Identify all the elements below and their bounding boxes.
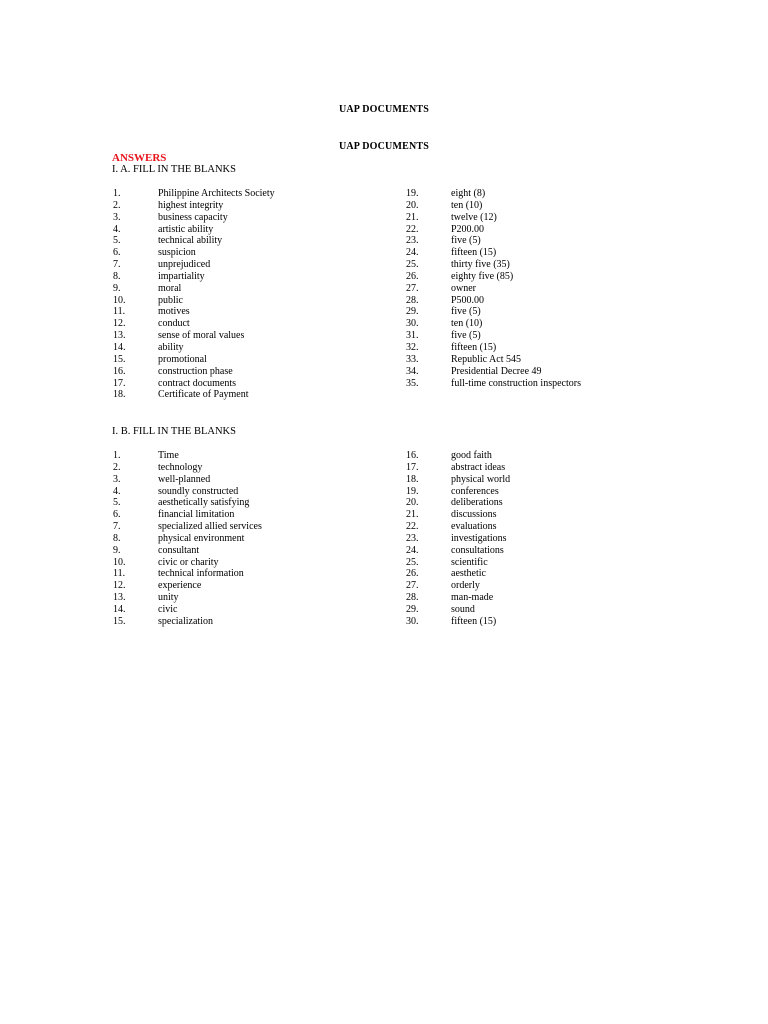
answer-text: consultant bbox=[158, 544, 200, 556]
answer-text: ten (10) bbox=[451, 318, 483, 330]
answer-number: 27. bbox=[406, 282, 419, 294]
answer-number: 15. bbox=[113, 615, 126, 627]
answer-text: unprejudiced bbox=[158, 259, 211, 271]
section-a-title: I. A. FILL IN THE BLANKS bbox=[112, 164, 236, 175]
answer-text: physical world bbox=[451, 473, 511, 485]
answer-text: promotional bbox=[158, 353, 207, 365]
answer-text: Republic Act 545 bbox=[451, 353, 521, 365]
answer-number: 28. bbox=[406, 592, 419, 604]
answer-text: fifteen (15) bbox=[451, 247, 497, 259]
answer-number: 20. bbox=[406, 199, 419, 211]
answer-number: 26. bbox=[406, 270, 419, 282]
answer-text: financial limitation bbox=[158, 509, 235, 521]
answer-text: man-made bbox=[451, 592, 494, 604]
answer-number: 10. bbox=[113, 556, 126, 568]
answer-number: 21. bbox=[406, 509, 419, 521]
answer-text: consultations bbox=[451, 544, 504, 556]
answer-number: 24. bbox=[406, 247, 419, 259]
answer-number: 29. bbox=[406, 306, 419, 318]
answer-number: 13. bbox=[113, 592, 126, 604]
answer-text: P200.00 bbox=[451, 223, 485, 235]
answer-number: 11. bbox=[113, 568, 126, 580]
answer-text: Certificate of Payment bbox=[158, 389, 249, 401]
answer-text: aesthetic bbox=[451, 568, 486, 580]
answer-text: ability bbox=[158, 341, 184, 353]
answer-number: 30. bbox=[406, 615, 419, 627]
answer-number: 8. bbox=[113, 532, 121, 544]
answer-number: 23. bbox=[406, 532, 419, 544]
answer-number: 9. bbox=[113, 544, 121, 556]
answer-text: five (5) bbox=[451, 306, 481, 318]
answer-number: 17. bbox=[406, 461, 419, 473]
answer-number: 9. bbox=[113, 282, 121, 294]
answer-text: Presidential Decree 49 bbox=[451, 365, 542, 377]
answer-text: fifteen (15) bbox=[451, 341, 497, 353]
answer-text: contract documents bbox=[158, 377, 237, 389]
answer-number: 12. bbox=[113, 318, 126, 330]
answer-text: specialized allied services bbox=[158, 521, 262, 533]
answer-text: five (5) bbox=[451, 330, 481, 342]
answer-number: 5. bbox=[113, 235, 121, 247]
answer-text: civic bbox=[158, 603, 178, 615]
answer-number: 23. bbox=[406, 235, 419, 247]
answer-text: technical information bbox=[158, 568, 244, 580]
answer-number: 27. bbox=[406, 580, 419, 592]
answer-text: motives bbox=[158, 306, 190, 318]
answer-number: 11. bbox=[113, 306, 126, 318]
answer-number: 7. bbox=[113, 259, 121, 271]
answer-number: 28. bbox=[406, 294, 419, 306]
answer-text: unity bbox=[158, 592, 179, 604]
answer-text: investigations bbox=[451, 532, 507, 544]
answer-number: 32. bbox=[406, 341, 419, 353]
answer-text: physical environment bbox=[158, 532, 245, 544]
answer-text: abstract ideas bbox=[451, 461, 506, 473]
answer-number: 10. bbox=[113, 294, 126, 306]
answer-number: 19. bbox=[406, 485, 419, 497]
answer-number: 25. bbox=[406, 556, 419, 568]
answer-text: highest integrity bbox=[158, 199, 224, 211]
answer-text: discussions bbox=[451, 509, 497, 521]
answer-number: 18. bbox=[406, 473, 419, 485]
answer-text: civic or charity bbox=[158, 556, 219, 568]
answer-number: 16. bbox=[113, 365, 126, 377]
answer-number: 5. bbox=[113, 497, 121, 509]
answer-text: technical ability bbox=[158, 235, 223, 247]
answer-number: 14. bbox=[113, 341, 126, 353]
answer-number: 20. bbox=[406, 497, 419, 509]
answer-text: deliberations bbox=[451, 497, 503, 509]
answer-number: 17. bbox=[113, 377, 126, 389]
answer-number: 13. bbox=[113, 330, 126, 342]
answer-text: public bbox=[158, 294, 183, 306]
answer-number: 4. bbox=[113, 485, 121, 497]
answer-number: 6. bbox=[113, 509, 121, 521]
answer-number: 8. bbox=[113, 270, 121, 282]
answer-number: 2. bbox=[113, 461, 121, 473]
answer-number: 14. bbox=[113, 603, 126, 615]
answer-number: 24. bbox=[406, 544, 419, 556]
answer-number: 31. bbox=[406, 330, 419, 342]
answer-number: 19. bbox=[406, 188, 419, 199]
answer-text: five (5) bbox=[451, 235, 481, 247]
answer-number: 30. bbox=[406, 318, 419, 330]
answer-number: 25. bbox=[406, 259, 419, 271]
answer-text: sound bbox=[451, 603, 475, 615]
answer-text: thirty five (35) bbox=[451, 259, 510, 271]
answer-text: conferences bbox=[451, 485, 499, 497]
answer-text: good faith bbox=[451, 450, 492, 461]
answer-text: twelve (12) bbox=[451, 211, 497, 223]
answer-text: aesthetically satisfying bbox=[158, 497, 250, 509]
answer-text: experience bbox=[158, 580, 202, 592]
answer-text: fifteen (15) bbox=[451, 615, 497, 627]
answer-number: 18. bbox=[113, 389, 126, 401]
answer-number: 34. bbox=[406, 365, 419, 377]
answer-text: scientific bbox=[451, 556, 488, 568]
answer-number: 7. bbox=[113, 521, 121, 533]
answer-text: soundly constructed bbox=[158, 485, 239, 497]
answer-text: orderly bbox=[451, 580, 480, 592]
answer-text: artistic ability bbox=[158, 223, 214, 235]
answer-text: technology bbox=[158, 461, 203, 473]
answer-number: 12. bbox=[113, 580, 126, 592]
answer-number: 16. bbox=[406, 450, 419, 461]
answer-text: conduct bbox=[158, 318, 190, 330]
answer-number: 1. bbox=[113, 188, 121, 199]
answer-text: eight (8) bbox=[451, 188, 486, 199]
answers-label: ANSWERS bbox=[112, 152, 167, 164]
answer-text: well-planned bbox=[158, 473, 211, 485]
answer-text: suspicion bbox=[158, 247, 196, 259]
answer-number: 22. bbox=[406, 223, 419, 235]
answer-number: 33. bbox=[406, 353, 419, 365]
answer-number: 21. bbox=[406, 211, 419, 223]
answer-text: owner bbox=[451, 282, 476, 294]
answer-text: business capacity bbox=[158, 211, 228, 223]
answer-text: full-time construction inspectors bbox=[451, 377, 581, 389]
answer-number: 1. bbox=[113, 450, 121, 461]
section-b-title: I. B. FILL IN THE BLANKS bbox=[112, 426, 236, 437]
document-subheader: UAP DOCUMENTS bbox=[338, 141, 430, 152]
answer-text: evaluations bbox=[451, 521, 497, 533]
answer-text: Time bbox=[158, 450, 179, 461]
answer-text: P500.00 bbox=[451, 294, 485, 306]
answer-number: 3. bbox=[113, 473, 121, 485]
answer-text: eighty five (85) bbox=[451, 270, 514, 282]
answer-text: construction phase bbox=[158, 365, 233, 377]
answer-number: 3. bbox=[113, 211, 121, 223]
document-header: UAP DOCUMENTS bbox=[338, 104, 430, 115]
answer-text: moral bbox=[158, 282, 182, 294]
answer-text: sense of moral values bbox=[158, 330, 245, 342]
answer-number: 2. bbox=[113, 199, 121, 211]
answer-number: 4. bbox=[113, 223, 121, 235]
answer-text: ten (10) bbox=[451, 199, 483, 211]
answer-number: 29. bbox=[406, 603, 419, 615]
answer-number: 35. bbox=[406, 377, 419, 389]
answer-text: specialization bbox=[158, 615, 213, 627]
answer-text: Philippine Architects Society bbox=[158, 188, 275, 199]
answer-number: 15. bbox=[113, 353, 126, 365]
answer-text: impartiality bbox=[158, 270, 205, 282]
answer-number: 6. bbox=[113, 247, 121, 259]
answer-number: 26. bbox=[406, 568, 419, 580]
answer-number: 22. bbox=[406, 521, 419, 533]
